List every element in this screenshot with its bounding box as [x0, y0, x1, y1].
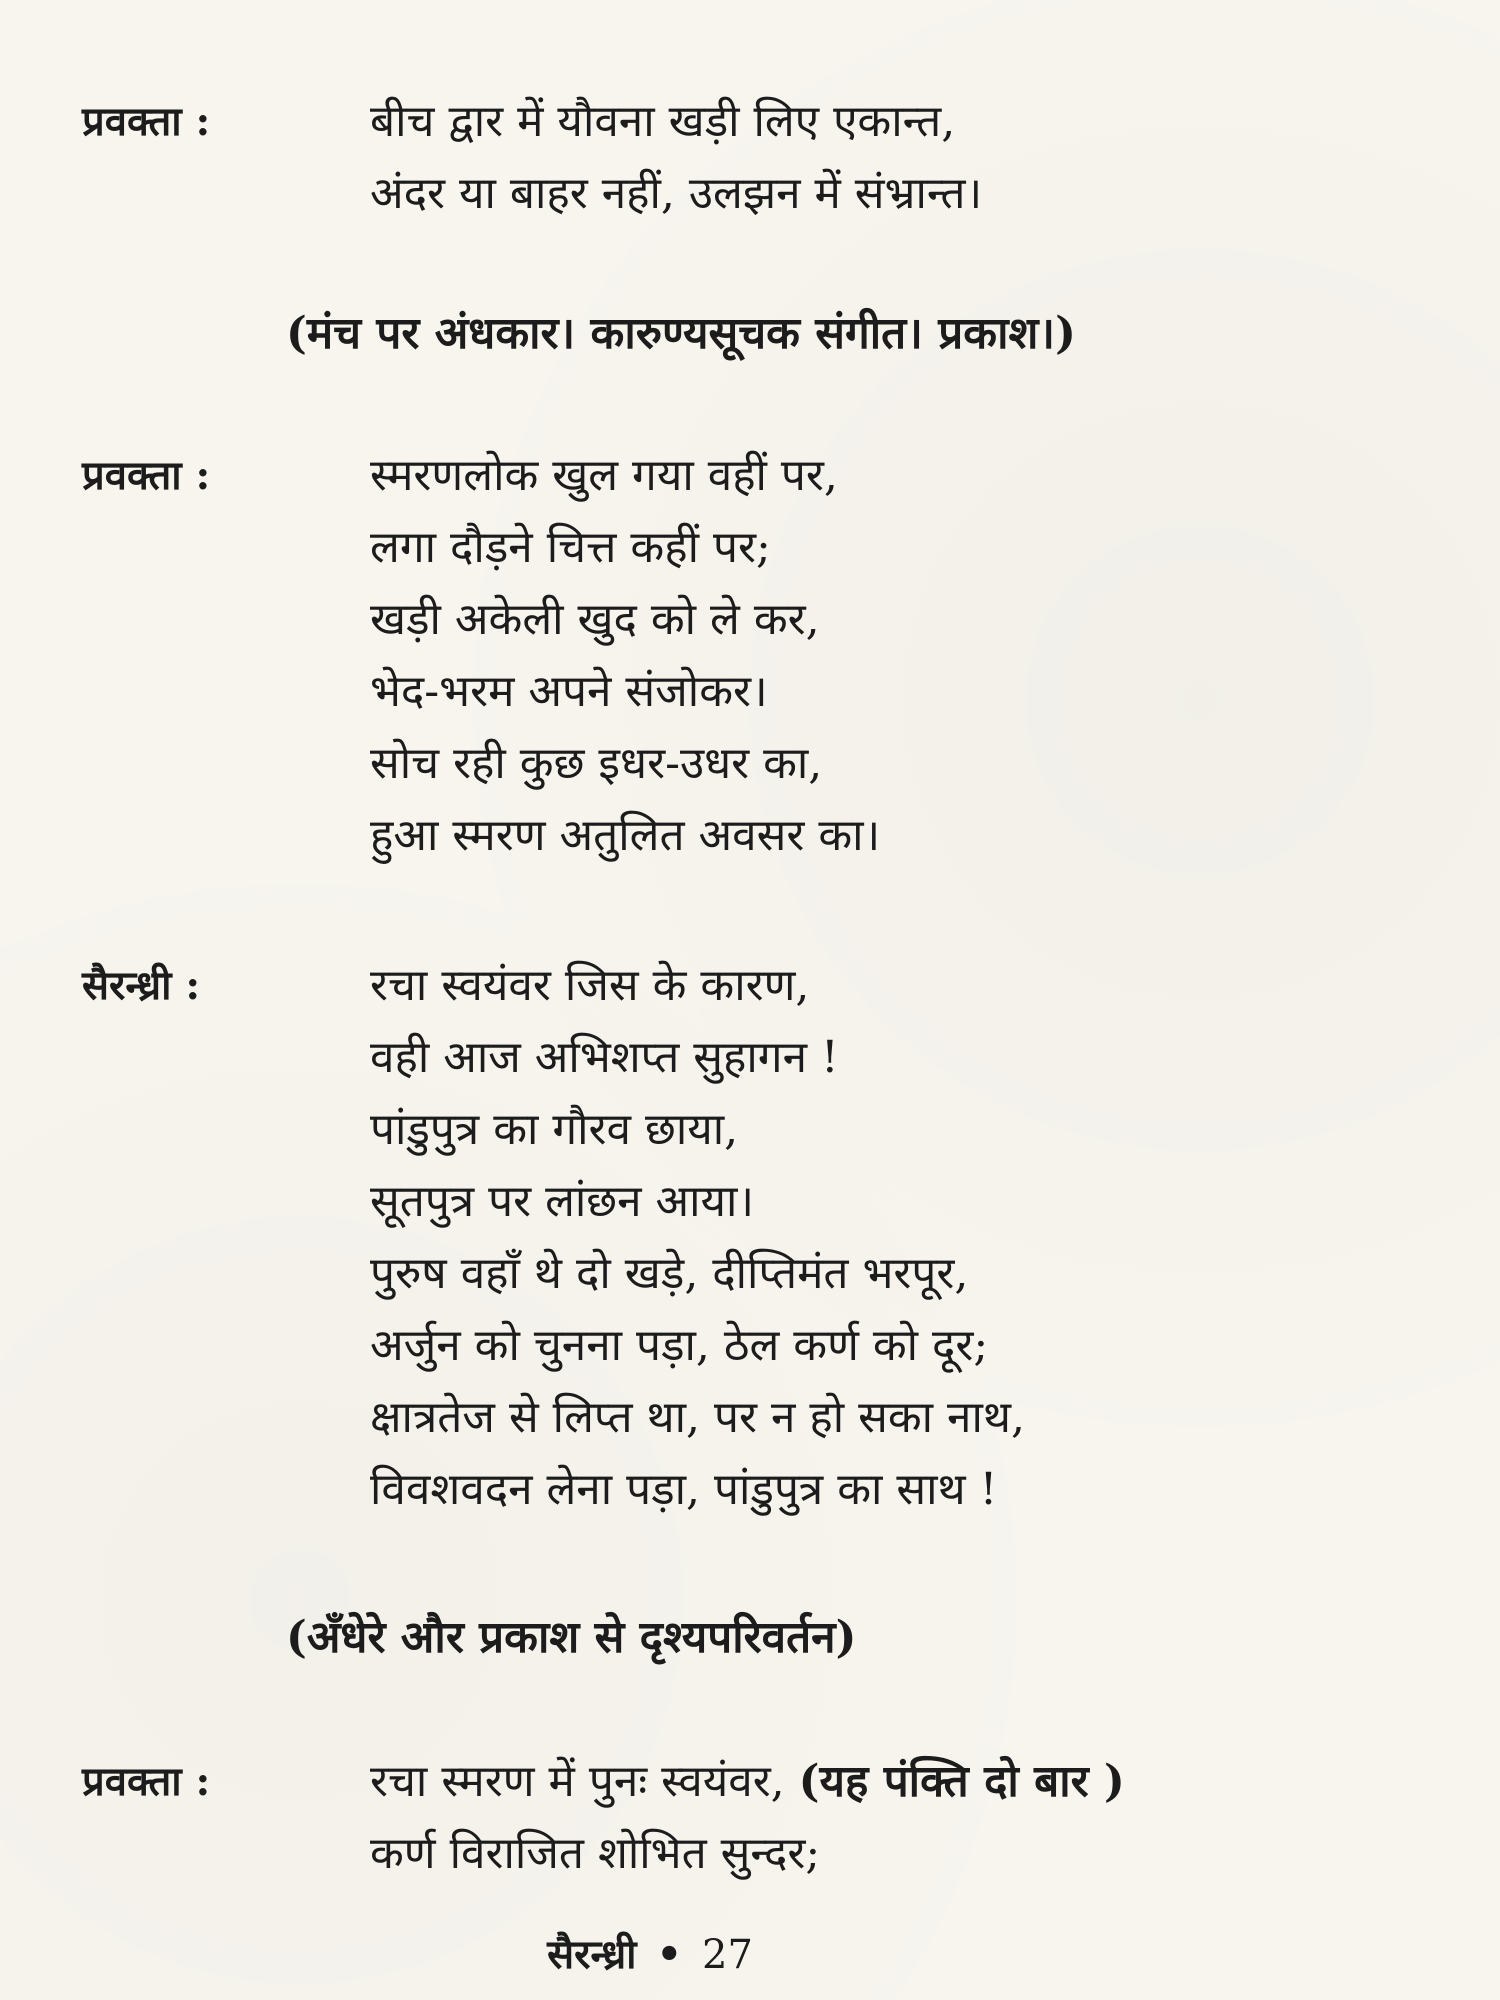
verse-line: सोच रही कुछ इधर-उधर का, — [370, 738, 823, 789]
running-title: सैरन्ध्री — [547, 1931, 637, 1978]
page-number: 27 — [702, 1932, 753, 1978]
speaker-label: प्रवक्ता : — [82, 1758, 211, 1805]
verse-lines — [282, 1746, 1402, 1890]
repeat-note: (यह पंक्ति दो बार ) — [798, 1756, 1125, 1807]
footer-separator: • — [656, 1931, 683, 1978]
verse-line: भेद-भरम अपने संजोकर। — [370, 666, 768, 717]
verse-line: अंदर या बाहर नहीं, उलझन में संभ्रान्त। — [370, 168, 983, 219]
verse-line: बीच द्वार में यौवना खड़ी लिए एकान्त, — [370, 96, 956, 147]
verse-line: वही आज अभिशप्त सुहागन ! — [370, 1032, 839, 1083]
speech-block — [82, 86, 1402, 230]
page-footer — [0, 1925, 1300, 1985]
verse-line: अर्जुन को चुनना पड़ा, ठेल कर्ण को दूर; — [370, 1320, 989, 1371]
speech-block — [82, 950, 1402, 1526]
verse-lines — [282, 86, 1402, 230]
speech-block — [82, 440, 1402, 872]
speaker-label: प्रवक्ता : — [82, 452, 211, 499]
verse-line: कर्ण विराजित शोभित सुन्दर; — [370, 1828, 821, 1879]
verse-line: हुआ स्मरण अतुलित अवसर का। — [370, 810, 881, 861]
verse-lines — [282, 440, 1402, 872]
verse-line-text: रचा स्मरण में पुनः स्वयंवर, — [370, 1756, 785, 1807]
verse-line: लगा दौड़ने चित्त कहीं पर; — [370, 522, 771, 573]
verse-line: खड़ी अकेली खुद को ले कर, — [370, 594, 820, 645]
speaker-label: सैरन्ध्री : — [82, 962, 201, 1009]
stage-direction: (अँधेरे और प्रकाश से दृश्यपरिवर्तन) — [286, 1612, 857, 1663]
verse-line: पांडुपुत्र का गौरव छाया, — [370, 1104, 739, 1155]
verse-line: क्षात्रतेज से लिप्त था, पर न हो सका नाथ, — [370, 1392, 1025, 1443]
stage-direction: (मंच पर अंधकार। कारुण्यसूचक संगीत। प्रकाश।) — [286, 308, 1076, 359]
verse-line: सूतपुत्र पर लांछन आया। — [370, 1176, 755, 1227]
speaker-label: प्रवक्ता : — [82, 98, 211, 145]
speech-block — [82, 1746, 1402, 1890]
verse-lines — [282, 950, 1402, 1526]
verse-line: रचा स्वयंवर जिस के कारण, — [370, 960, 810, 1011]
verse-line: पुरुष वहाँ थे दो खड़े, दीप्तिमंत भरपूर, — [370, 1248, 969, 1299]
verse-line: स्मरणलोक खुल गया वहीं पर, — [370, 450, 838, 501]
verse-line — [370, 1746, 1402, 1818]
verse-line: विवशवदन लेना पड़ा, पांडुपुत्र का साथ ! — [370, 1464, 998, 1515]
